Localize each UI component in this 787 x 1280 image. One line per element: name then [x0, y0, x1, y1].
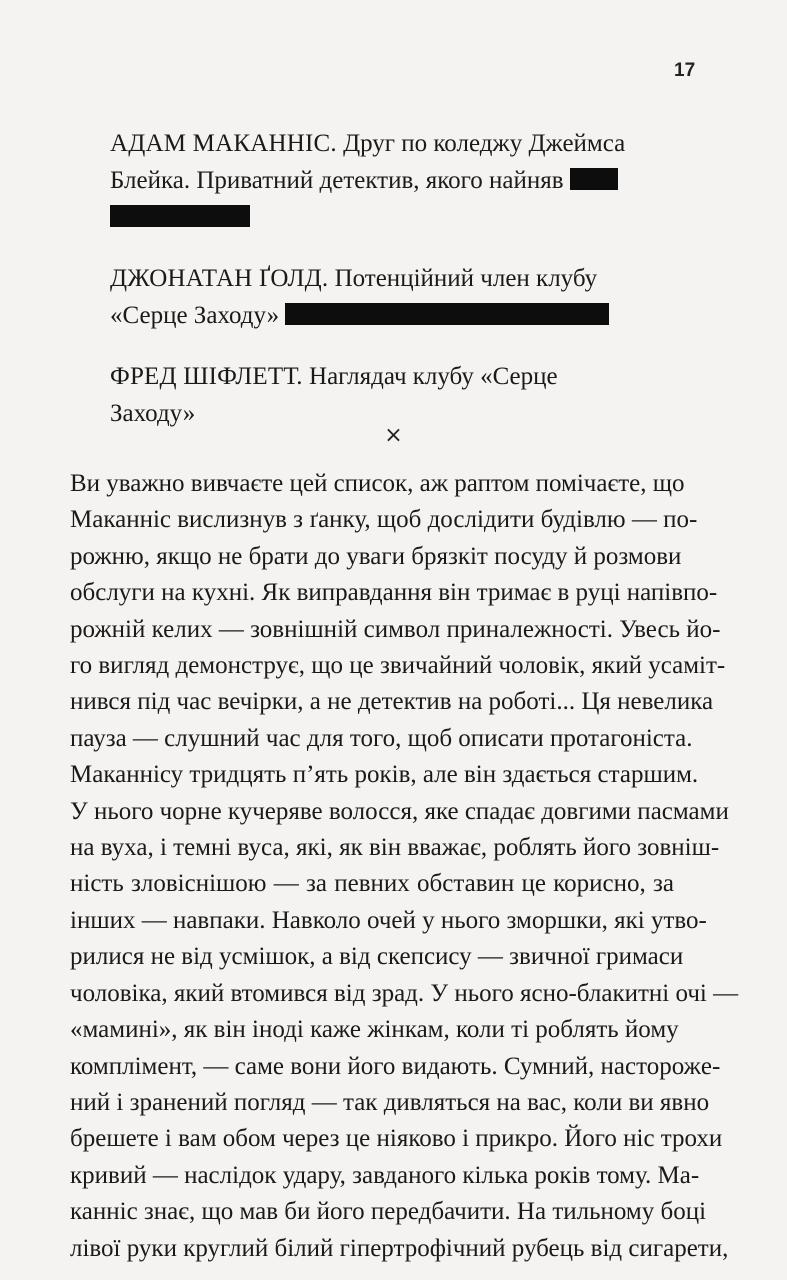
body-line: на вуха, і темні вуса, які, як він вважає, роблять його зовніш-: [70, 834, 720, 862]
body-line: обслуги на кухні. Як виправдання він тримає в руці напівпо-: [70, 579, 718, 607]
page-number: 17: [674, 60, 696, 81]
body-line: Маканніс вислизнув з ґанку, щоб дослідити будівлю — по-: [70, 506, 698, 534]
body-line: інших — навпаки. Навколо очей у нього зморшки, які утво-: [70, 906, 707, 934]
body-line: рожню, якщо не брати до уваги брязкіт посуду й розмови: [70, 542, 682, 570]
body-line: Маканнісу тридцять п’ять років, але він здається старшим.: [70, 761, 699, 789]
body-line: брешете і вам обом через це ніяково і прикро. Його ніс трохи: [70, 1125, 723, 1153]
body-line: кривий — наслідок удару, завданого кілька років тому. Ма-: [70, 1161, 700, 1189]
body-line: ний і зранений погляд — так дивляться на вас, коли ви явно: [70, 1088, 710, 1116]
character-name: ФРЕД ШІФЛЕТТ.: [110, 363, 303, 390]
body-line: рожній келих — зовнішній символ приналежності. Увесь йо-: [70, 615, 721, 643]
character-name: ДЖОНАТАН ҐОЛД.: [110, 265, 329, 292]
character-description: Друг по коледжу Джеймса: [343, 130, 626, 157]
character-description: Потенційний член клубу: [334, 265, 598, 292]
character-description-cont: Блейка. Приватний детектив, якого найняв: [110, 167, 564, 194]
character-description-cont: «Серце Заходу»: [110, 302, 280, 329]
character-entry-gold: [110, 260, 640, 334]
character-list: [110, 125, 640, 432]
section-divider: ×: [384, 423, 403, 448]
body-line: комплімент, — саме вони його видають. Сумний, насторожe-: [70, 1052, 721, 1080]
redaction-bar: [285, 303, 609, 325]
body-line: ність зловіснішою — за певних обставин це корисно, за: [70, 870, 674, 898]
character-entry-mcannis: [110, 125, 640, 236]
character-entry-shiflett: [110, 358, 640, 432]
body-line: У нього чорне кучеряве волосся, яке спадає довгими пасмами: [70, 797, 729, 825]
body-line: «мамині», як він іноді каже жінкам, коли ті роблять йому: [70, 1016, 679, 1044]
body-line: Ви уважно вивчаєте цей список, аж раптом помічаєте, що: [70, 470, 685, 497]
character-name: АДАМ МАКАННІС.: [110, 130, 337, 157]
body-line: канніс знає, що мав би його передбачити. На тильному боці: [70, 1198, 707, 1226]
body-paragraph: [70, 466, 739, 1267]
body-line: нився під час вечірки, а не детектив на роботі... Ця невелика: [70, 688, 714, 716]
character-description: Наглядач клубу «Серце Заходу»: [110, 363, 558, 427]
body-line: рилися не від усмішок, а від скепсису — звичної гримаси: [70, 943, 684, 971]
body-line: чоловіка, який втомився від зрад. У нього ясно-блакитні очі —: [70, 979, 739, 1007]
body-line: лівої руки круглий білий гіпертрофічний рубець від сигарети,: [70, 1234, 729, 1262]
body-line: го вигляд демонструє, що це звичайний чоловік, який усаміт-: [70, 652, 726, 680]
body-line: пауза — слушний час для того, щоб описати протагоніста.: [70, 724, 693, 752]
redaction-bar: [110, 205, 250, 227]
redaction-bar: [570, 168, 618, 190]
